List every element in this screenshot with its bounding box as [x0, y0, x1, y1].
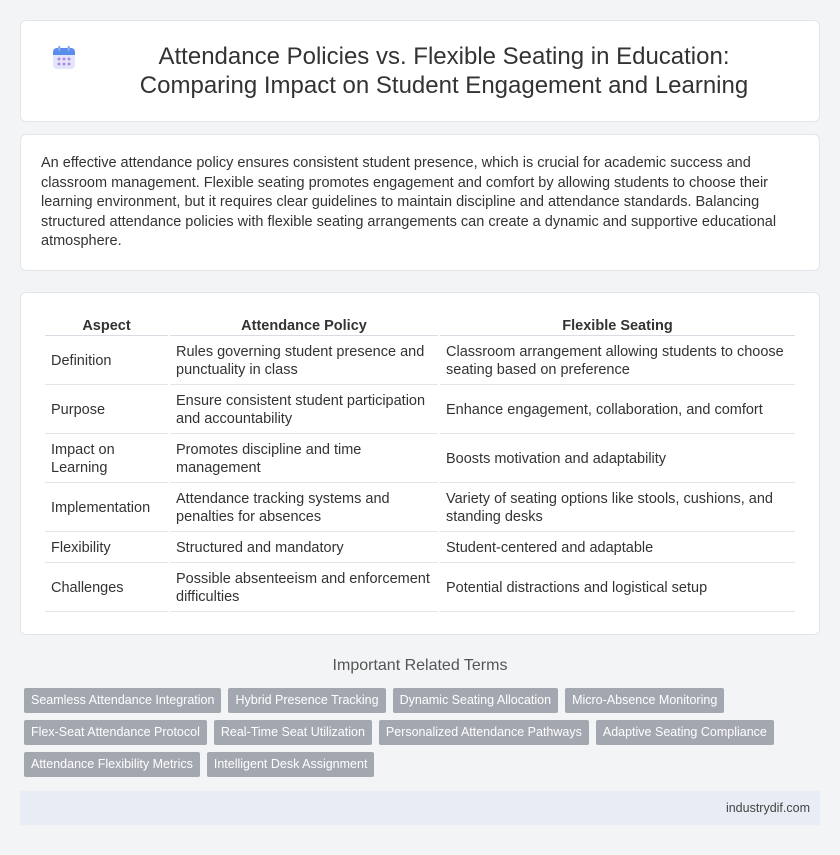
- table-cell-attendance: Possible absenteeism and enforcement difficulties: [170, 565, 438, 612]
- table-row: [45, 565, 795, 612]
- table-row: [45, 436, 795, 483]
- comparison-table: [43, 313, 797, 614]
- related-term-tag[interactable]: Attendance Flexibility Metrics: [24, 752, 200, 777]
- related-terms-title: Important Related Terms: [332, 657, 508, 674]
- footer: [20, 791, 820, 825]
- table-cell-aspect: Implementation: [45, 485, 168, 532]
- calendar-icon: [51, 45, 77, 71]
- table-row: [45, 338, 795, 385]
- table-row: [45, 534, 795, 563]
- table-cell-aspect: Purpose: [45, 387, 168, 434]
- related-term-tag[interactable]: Personalized Attendance Pathways: [379, 720, 589, 745]
- header-card: [20, 20, 820, 122]
- related-term-tag[interactable]: Real-Time Seat Utilization: [214, 720, 372, 745]
- table-row: [45, 387, 795, 434]
- related-term-tag[interactable]: Seamless Attendance Integration: [24, 688, 221, 713]
- table-cell-aspect: Flexibility: [45, 534, 168, 563]
- related-term-tag[interactable]: Flex-Seat Attendance Protocol: [24, 720, 207, 745]
- table-cell-attendance: Promotes discipline and time management: [170, 436, 438, 483]
- related-term-tag[interactable]: Micro-Absence Monitoring: [565, 688, 724, 713]
- table-cell-flexible: Boosts motivation and adaptability: [440, 436, 795, 483]
- table-cell-aspect: Impact on Learning: [45, 436, 168, 483]
- table-cell-flexible: Variety of seating options like stools, cushions, and standing desks: [440, 485, 795, 532]
- table-cell-flexible: Classroom arrangement allowing students to choose seating based on preference: [440, 338, 795, 385]
- footer-source-link[interactable]: industrydif.com: [725, 801, 810, 815]
- table-cell-attendance: Structured and mandatory: [170, 534, 438, 563]
- intro-paragraph: An effective attendance policy ensures consistent student presence, which is crucial for academic success and classroom management. Flexible seating promotes engagement and comfort by allowing students to choose their learning environment, but it requires clear guidelines to maintain discipline and attendance standards. Balancing structured attendance policies with flexible seating arrangements can create a dynamic and supportive educational atmosphere.: [41, 155, 777, 249]
- table-cell-flexible: Student-centered and adaptable: [440, 534, 795, 563]
- related-term-tag[interactable]: Dynamic Seating Allocation: [393, 688, 558, 713]
- column-header-attendance-policy: Attendance Policy: [170, 315, 438, 336]
- table-cell-attendance: Attendance tracking systems and penalties for absences: [170, 485, 438, 532]
- related-term-tag[interactable]: Adaptive Seating Compliance: [596, 720, 774, 745]
- column-header-flexible-seating: Flexible Seating: [440, 315, 795, 336]
- related-term-tag[interactable]: Hybrid Presence Tracking: [228, 688, 385, 713]
- column-header-aspect: Aspect: [45, 315, 168, 336]
- table-row: [45, 485, 795, 532]
- intro-card: [20, 134, 820, 271]
- related-terms-tags: [24, 688, 824, 784]
- comparison-table-card: [20, 292, 820, 635]
- table-cell-attendance: Ensure consistent student participation and accountability: [170, 387, 438, 434]
- table-cell-flexible: Enhance engagement, collaboration, and comfort: [440, 387, 795, 434]
- related-term-tag[interactable]: Intelligent Desk Assignment: [207, 752, 375, 777]
- table-cell-aspect: Definition: [45, 338, 168, 385]
- table-header-row: [45, 315, 795, 336]
- table-cell-aspect: Challenges: [45, 565, 168, 612]
- table-cell-attendance: Rules governing student presence and punctuality in class: [170, 338, 438, 385]
- page-title: Attendance Policies vs. Flexible Seating in Education: Comparing Impact on Student Engagement and Learning: [139, 43, 749, 99]
- table-cell-flexible: Potential distractions and logistical setup: [440, 565, 795, 612]
